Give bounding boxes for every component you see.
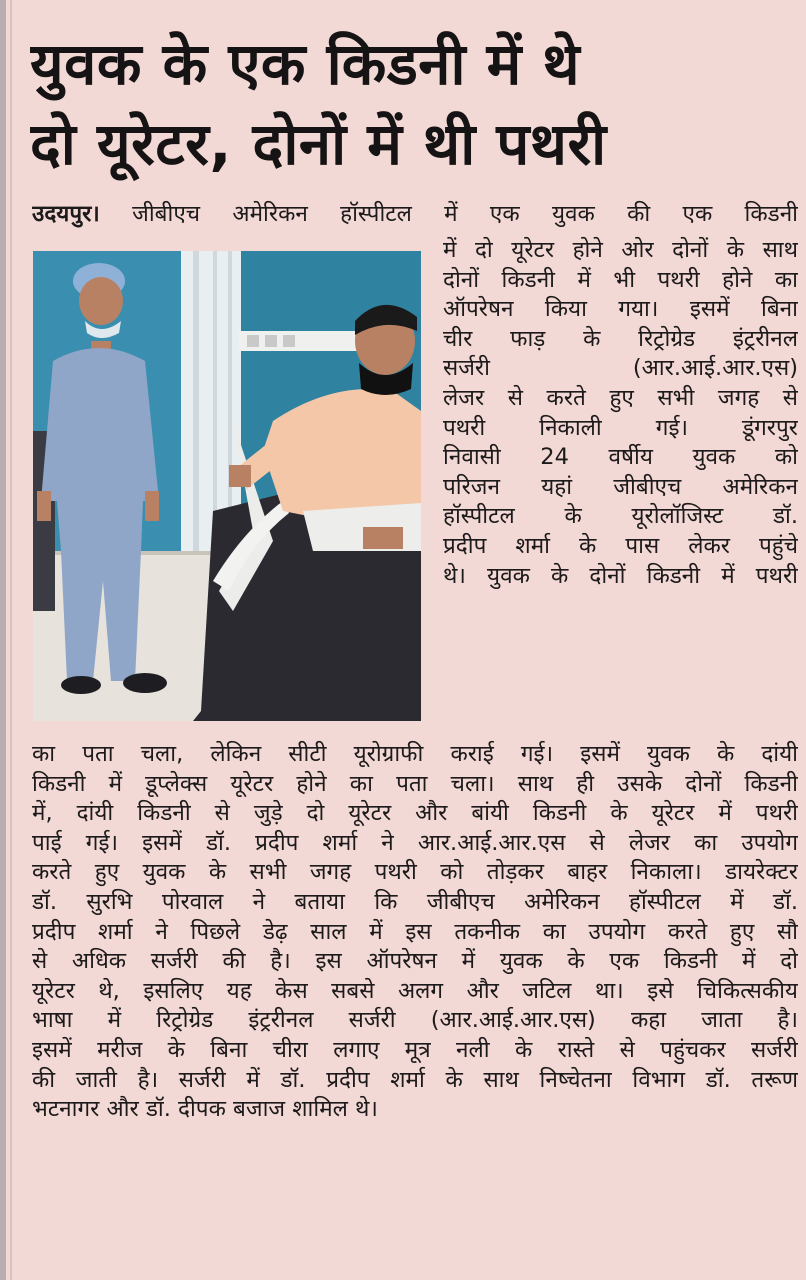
headline-line-1: युवक के एक किडनी में थे — [30, 30, 581, 98]
body-line: चीर फाड़ के रिट्रोग्रेड इंट्ररीनल — [443, 325, 798, 352]
body-line: किडनी में डूप्लेक्स यूरेटर होने का पता चला। साथ ही उसके दोनों किडनी — [32, 770, 798, 797]
body-line: में दो यूरेटर होने ओर दोनों के साथ — [443, 237, 798, 263]
body-line: यूरेटर थे, इसलिए यह केस सबसे अलग और जटिल था। इसे चिकित्सकीय — [32, 977, 798, 1004]
body-line: भाषा में रिट्रोग्रेड इंट्ररीनल सर्जरी (आर.आई.आर.एस) कहा जाता है। — [32, 1007, 798, 1034]
article-right-column — [443, 236, 798, 591]
body-line: दोनों किडनी में भी पथरी होने का — [443, 266, 798, 293]
first-line-text: जीबीएच अमेरिकन हॉस्पीटल में एक युवक की एक किडनी — [132, 201, 798, 227]
first-line — [32, 200, 798, 230]
body-line: करते हुए युवक के सभी जगह पथरी को तोड़कर बाहर निकाला। डायरेक्टर — [32, 859, 798, 886]
dateline: उदयपुर। — [32, 201, 100, 227]
body-line: प्रदीप शर्मा के पास लेकर पहुंचे — [443, 532, 798, 559]
page-edge-rule — [0, 0, 6, 1280]
body-line: डॉ. सुरभि पोरवाल ने बताया कि जीबीएच अमेरिकन हॉस्पीटल में डॉ. — [32, 888, 798, 915]
body-line: ऑपरेषन किया गया। इसमें बिना — [443, 296, 798, 323]
headline-line-2: दो यूरेटर, दोनों में थी पथरी — [30, 110, 607, 178]
body-line: हॉस्पीटल के यूरोलॉजिस्ट डॉ. — [443, 503, 798, 530]
body-line: पाई गई। इसमें डॉ. प्रदीप शर्मा ने आर.आई.आर.एस से लेजर का उपयोग — [32, 829, 798, 856]
page-edge-rule-inner — [10, 0, 12, 1280]
body-line: की जाती है। सर्जरी में डॉ. प्रदीप शर्मा के साथ निष्चेतना विभाग डॉ. तरूण — [32, 1066, 798, 1093]
body-line: इसमें मरीज के बिना चीरा लगाए मूत्र नली के रास्ते से पहुंचकर सर्जरी — [32, 1036, 798, 1063]
body-line: थे। युवक के दोनों किडनी में पथरी — [443, 562, 798, 589]
body-line: से अधिक सर्जरी की है। इस ऑपरेषन में युवक के एक किडनी में दो — [32, 948, 798, 975]
body-line: परिजन यहां जीबीएच अमेरिकन — [443, 473, 798, 500]
headline — [30, 24, 800, 184]
photo-illustration — [33, 251, 421, 721]
body-line: लेजर से करते हुए सभी जगह से — [443, 384, 798, 411]
body-line: निवासी 24 वर्षीय युवक को — [443, 444, 798, 471]
article-bottom-text — [32, 740, 798, 1125]
body-line: पथरी निकाली गई। डूंगरपुर — [443, 414, 798, 441]
article-first-line — [32, 200, 798, 230]
news-photo — [33, 251, 421, 721]
body-line: का पता चला, लेकिन सीटी यूरोग्राफी कराई गई। इसमें युवक के दांयी — [32, 741, 798, 767]
body-line: सर्जरी (आर.आई.आर.एस) — [443, 355, 798, 382]
body-line: में, दांयी किडनी से जुड़े दो यूरेटर और बांयी किडनी के यूरेटर में पथरी — [32, 800, 798, 827]
body-line: भटनागर और डॉ. दीपक बजाज शामिल थे। — [32, 1096, 378, 1123]
body-line: प्रदीप शर्मा ने पिछले डेढ़ साल में इस तकनीक का उपयोग करते हुए सौ — [32, 918, 798, 945]
